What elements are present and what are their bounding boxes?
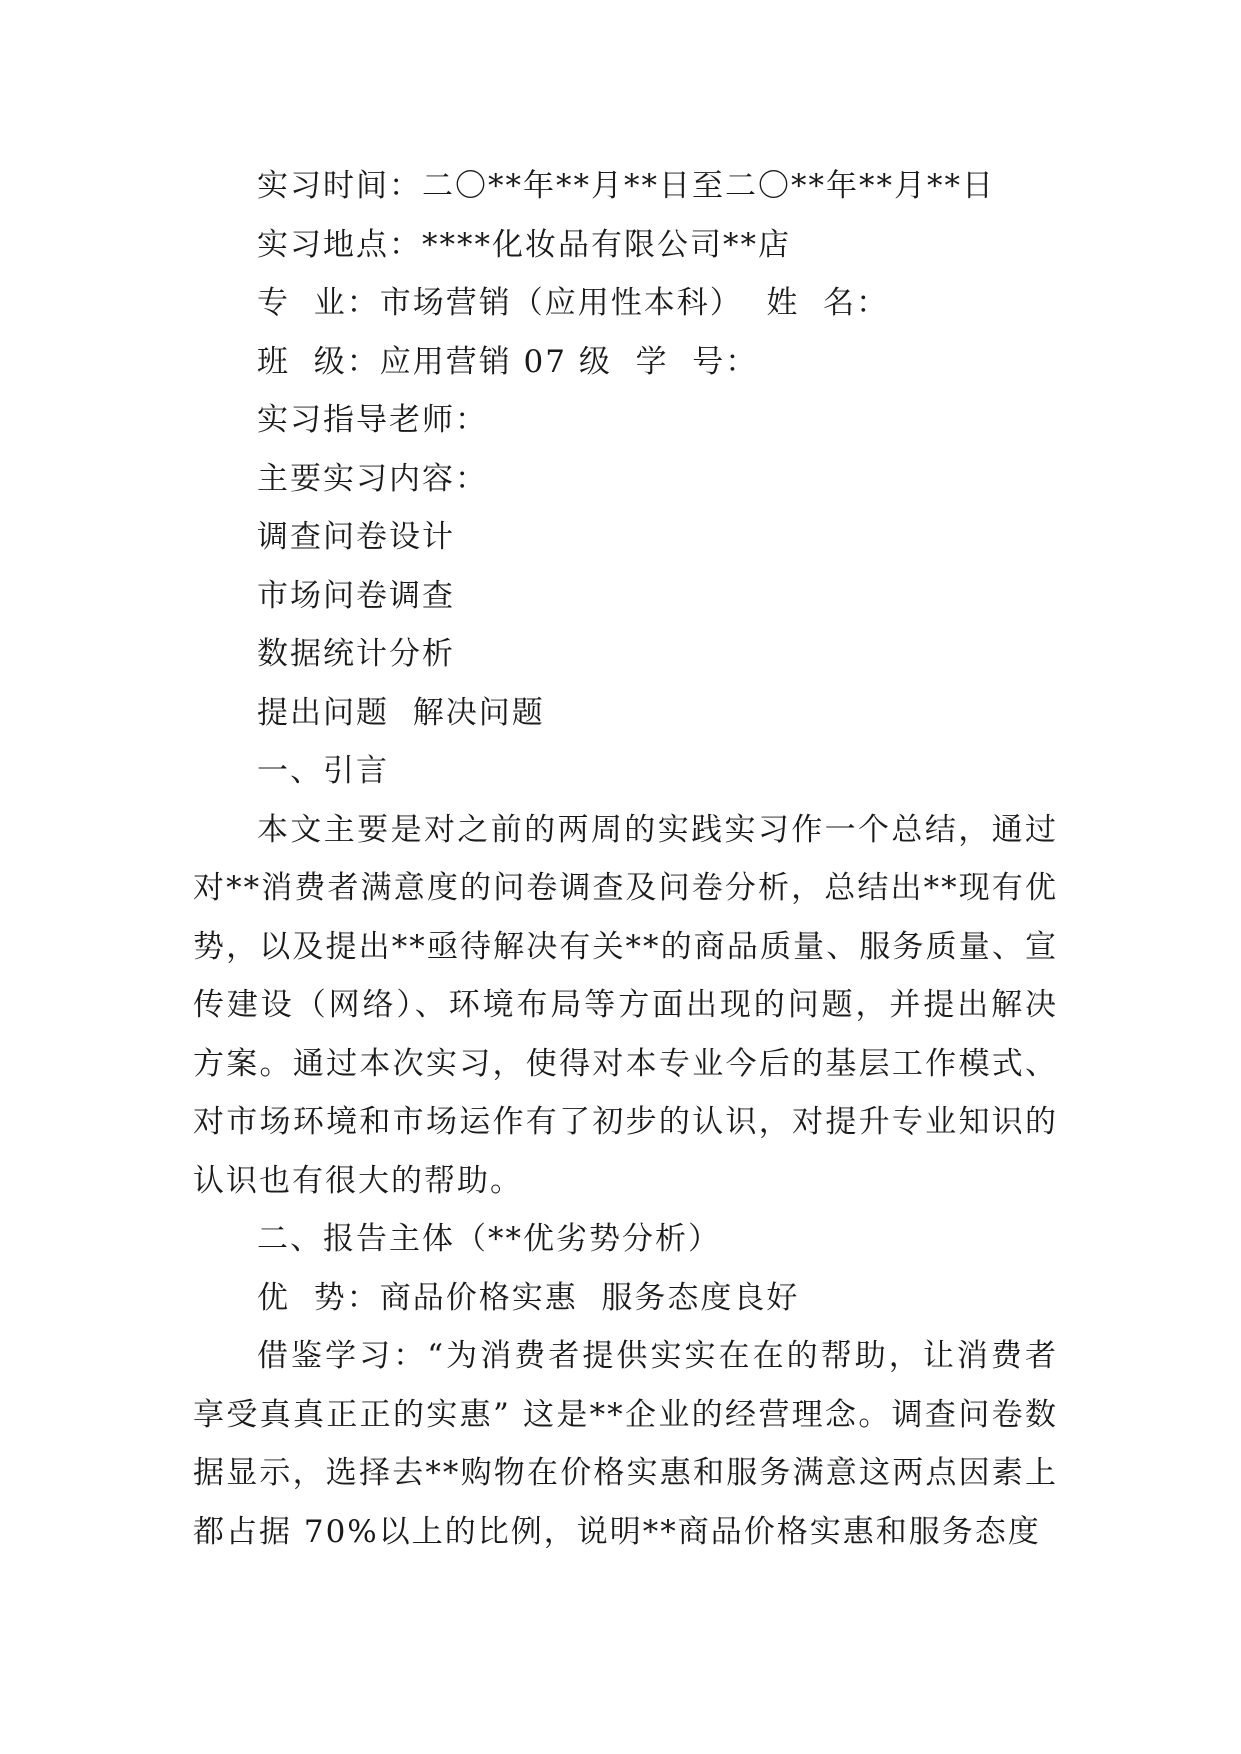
content-item: 调查问卷设计 bbox=[257, 519, 455, 555]
section-title-introduction: 一、引言 bbox=[257, 753, 389, 789]
advisor-line: 实习指导老师： bbox=[257, 402, 488, 438]
major-name-line: 专 业：市场营销（应用性本科） 姓 名： bbox=[257, 285, 890, 321]
internship-place: 实习地点：****化妆品有限公司**店 bbox=[257, 226, 791, 263]
learning-paragraph: 借鉴学习：“为消费者提供实实在在的帮助，让消费者享受真真正正的实惠” 这是**企业的经营理念。调查问卷数据显示，选择去**购物在价格实惠和服务满意这两点因素上都占据 70%以上的比例，说明**商品价格实惠和服务态度 bbox=[193, 1338, 1058, 1550]
class-id-line: 班 级：应用营销 07 级 学 号： bbox=[257, 343, 759, 380]
content-item: 数据统计分析 bbox=[257, 636, 455, 672]
content-item: 提出问题 解决问题 bbox=[257, 694, 545, 731]
section-title-report-body: 二、报告主体（**优劣势分析） bbox=[257, 1221, 721, 1257]
content-item: 市场问卷调查 bbox=[257, 577, 455, 614]
advantage-line: 优 势：商品价格实惠 服务态度良好 bbox=[257, 1279, 800, 1316]
introduction-paragraph: 本文主要是对之前的两周的实践实习作一个总结，通过对**消费者满意度的问卷调查及问卷分析，总结出**现有优势，以及提出**亟待解决有关**的商品质量、服务质量、宣传建设（网络）、环境布局等方面出现的问题，并提出解决方案。通过本次实习，使得对本专业今后的基层工作模式、对市场环境和市场运作有了初步的认识，对提升专业知识的认识也有很大的帮助。 bbox=[193, 811, 1058, 1199]
content-heading: 主要实习内容： bbox=[257, 460, 488, 497]
document-body bbox=[193, 157, 1058, 1561]
internship-time: 实习时间：二〇**年**月**日至二〇**年**月**日 bbox=[257, 168, 995, 204]
